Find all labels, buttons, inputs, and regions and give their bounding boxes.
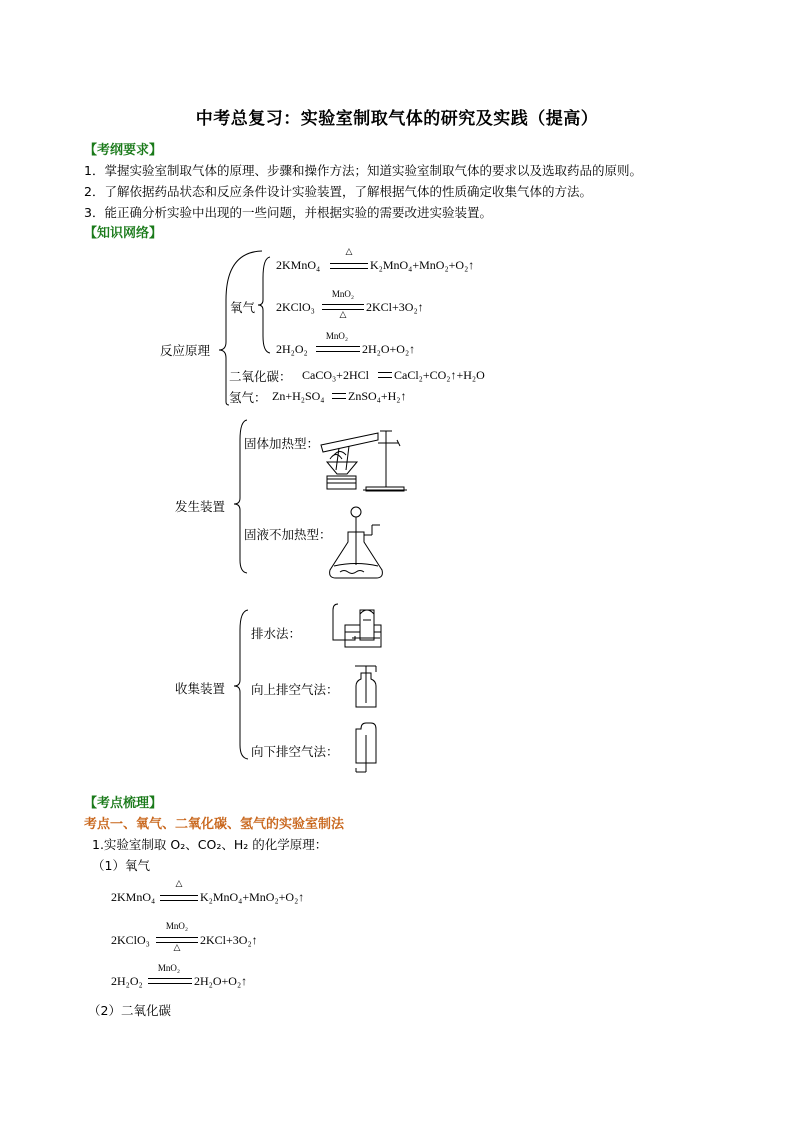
- body-line1: 1.实验室制取 O₂、CO₂、H₂ 的化学原理：: [92, 837, 328, 852]
- h2-eq-right: ZnSO₄+H₂↑: [348, 389, 407, 403]
- solid-heating-apparatus-icon: [321, 431, 407, 491]
- net-eq2-right: 2KCl+3O₂↑: [366, 300, 424, 314]
- body-eq2-cond-top: MnO₂: [165, 921, 189, 931]
- syllabus-item-2: 2．了解依据药品状态和反应条件设计实验装置，了解根据气体的性质确定收集气体的方法。: [84, 184, 592, 199]
- body-eq2-right: 2KCl+3O₂↑: [200, 933, 258, 947]
- net-eq2-cond-bottom: △: [339, 309, 347, 319]
- body-eq2-cond-bottom: △: [173, 942, 181, 952]
- points-heading: 【考点梳理】: [84, 796, 163, 811]
- net-eq2-cond-top: MnO₂: [331, 289, 355, 299]
- network-heading: 【知识网络】: [84, 226, 163, 241]
- point1-heading: 考点一、氧气、二氧化碳、氢气的实验室制法: [84, 817, 345, 832]
- body-eq1-arrow: [160, 895, 198, 901]
- syllabus-item-3: 3．能正确分析实验中出现的一些问题，并根据实验的需要改进实验装置。: [84, 205, 492, 220]
- body-eq3-left: 2H₂O₂: [111, 974, 143, 988]
- co2-eq-right: CaCl₂+CO₂↑+H₂O: [394, 368, 485, 382]
- h2-eq-left: Zn+H₂SO₄: [272, 389, 325, 403]
- body-eq1-cond: △: [175, 878, 183, 888]
- body-eq2-left: 2KClO₃: [111, 933, 150, 947]
- principle-label: 反应原理: [160, 343, 211, 358]
- oxygen-item: （1）氧气: [92, 858, 150, 873]
- body-eq3-arrow: [148, 978, 192, 984]
- body-eq3-right: 2H₂O+O₂↑: [194, 974, 248, 988]
- net-eq1-arrow: [330, 263, 368, 269]
- co2-item: （2）二氧化碳: [88, 1003, 171, 1018]
- net-eq3-cond-top: MnO₂: [325, 331, 349, 341]
- syllabus-item-1: 1．掌握实验室制取气体的原理、步骤和操作方法；知道实验室制取气体的要求以及选取药品的原则。: [84, 163, 642, 178]
- page-title: 中考总复习：实验室制取气体的研究及实践（提高）: [195, 109, 599, 129]
- net-eq1-right: K₂MnO₄+MnO₂+O₂↑: [370, 258, 475, 272]
- upward-air-displacement-icon: [355, 666, 376, 707]
- solid-liquid-label: 固液不加热型：: [244, 527, 332, 542]
- net-eq1-left: 2KMnO₄: [276, 258, 321, 272]
- upward-label: 向上排空气法：: [251, 682, 339, 697]
- collector-brace: [234, 610, 248, 759]
- water-label: 排水法：: [251, 626, 302, 641]
- net-eq1-cond: △: [345, 246, 353, 256]
- h2-label: 氢气：: [229, 390, 267, 405]
- syllabus-heading: 【考纲要求】: [84, 143, 163, 158]
- net-eq3-left: 2H₂O₂: [276, 342, 308, 356]
- downward-label: 向下排空气法：: [251, 744, 339, 759]
- body-eq1-right: K₂MnO₄+MnO₂+O₂↑: [200, 890, 305, 904]
- net-eq3-right: 2H₂O+O₂↑: [362, 342, 416, 356]
- net-eq3-arrow: [316, 346, 360, 352]
- co2-eq-left: CaCO₃+2HCl: [302, 368, 369, 382]
- oxygen-label: 氧气: [230, 300, 256, 315]
- co2-label: 二氧化碳：: [229, 369, 292, 384]
- solid-heat-label: 固体加热型：: [244, 436, 320, 451]
- water-displacement-icon: [333, 604, 381, 647]
- body-eq1-left: 2KMnO₄: [111, 890, 156, 904]
- net-eq2-left: 2KClO₃: [276, 300, 315, 314]
- solid-liquid-apparatus-icon: [330, 507, 383, 578]
- generator-label: 发生装置: [175, 499, 226, 514]
- oxygen-brace: [258, 257, 270, 353]
- co2-eq-sign: [378, 372, 392, 378]
- h2-eq-sign: [332, 393, 346, 399]
- downward-air-displacement-icon: [356, 723, 376, 772]
- body-eq3-cond-top: MnO₂: [157, 963, 181, 973]
- collector-label: 收集装置: [175, 681, 226, 696]
